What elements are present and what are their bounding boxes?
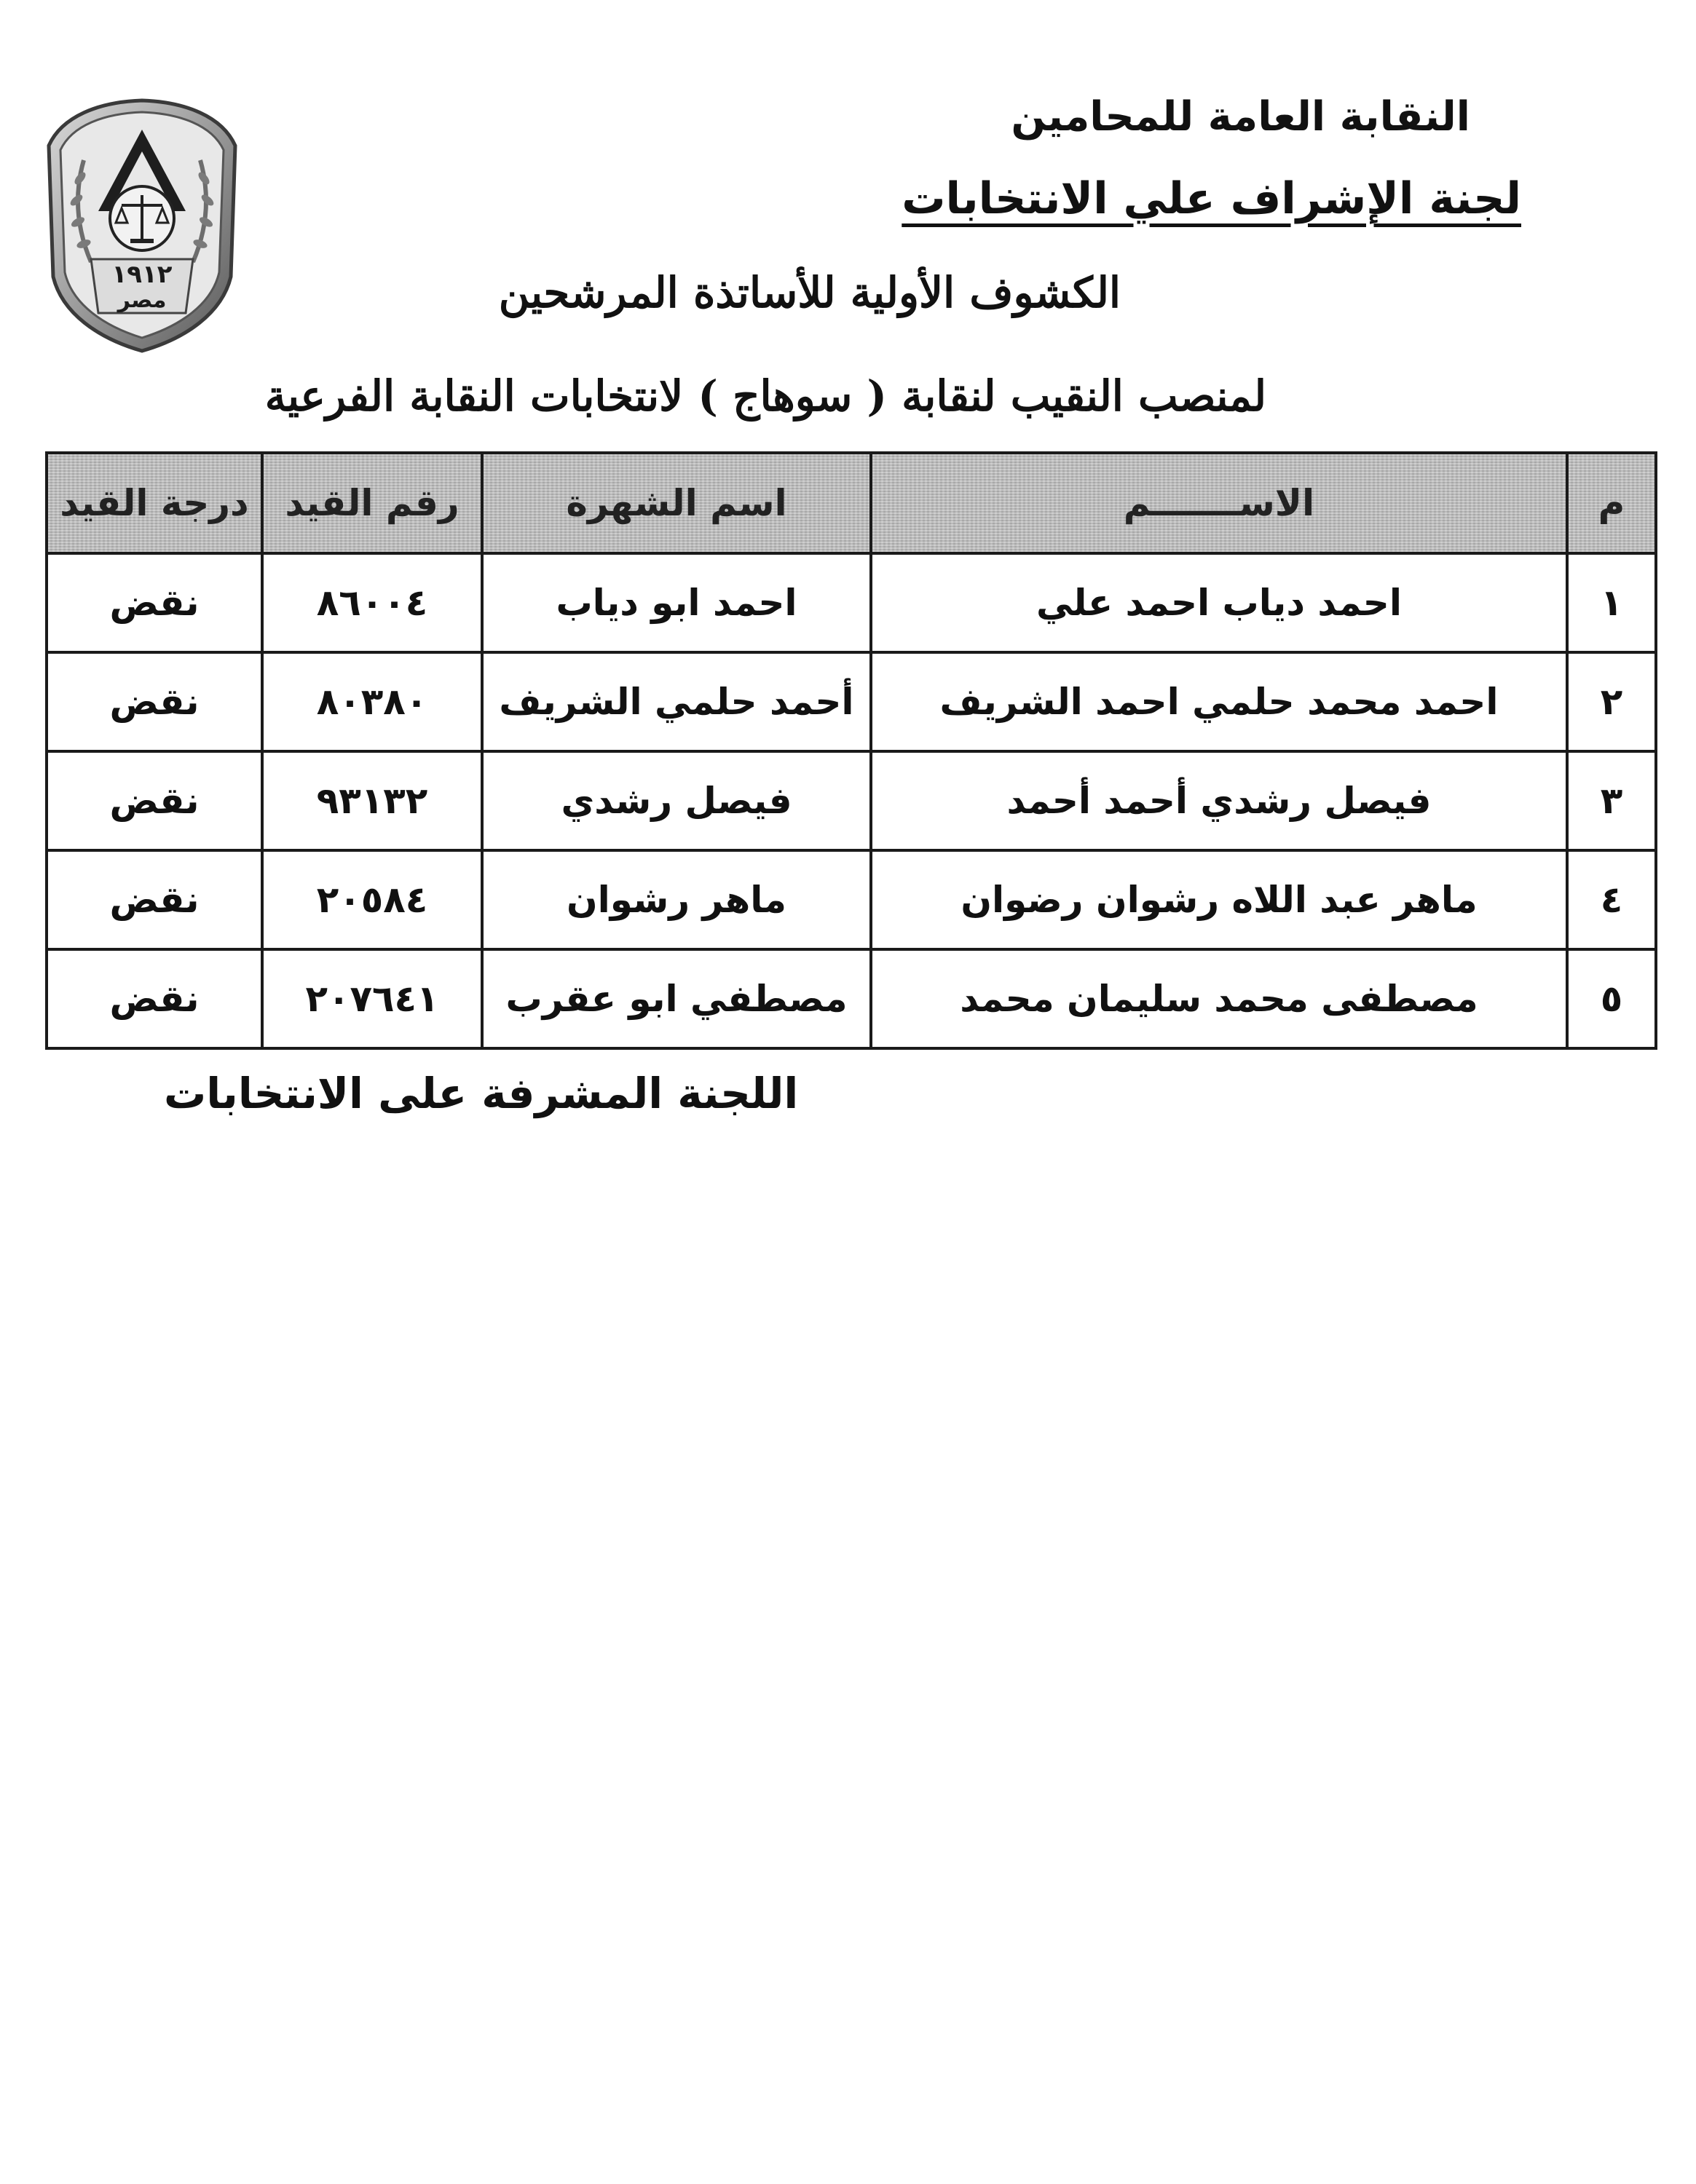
organization-title: النقابة العامة للمحامين bbox=[1011, 93, 1470, 141]
registration-degree: نقض bbox=[47, 949, 262, 1048]
row-number: ١ bbox=[1567, 553, 1656, 652]
candidate-name: ماهر عبد اللاه رشوان رضوان bbox=[871, 850, 1567, 949]
column-header-known-as: اسم الشهرة bbox=[482, 453, 871, 553]
table-row bbox=[47, 949, 1656, 1048]
registration-degree: نقض bbox=[47, 751, 262, 850]
row-number: ٢ bbox=[1567, 652, 1656, 751]
candidate-name: احمد محمد حلمي احمد الشريف bbox=[871, 652, 1567, 751]
document-subtitle: لمنصب النقيب لنقابة ( سوهاج ) لانتخابات النقابة الفرعية bbox=[264, 371, 1266, 421]
registration-degree: نقض bbox=[47, 652, 262, 751]
emblem-country: مصر bbox=[117, 288, 167, 313]
candidate-known-as: احمد ابو دياب bbox=[482, 553, 871, 652]
candidates-table bbox=[45, 451, 1657, 1050]
registration-number: ٢٠٥٨٤ bbox=[262, 850, 482, 949]
registration-degree: نقض bbox=[47, 850, 262, 949]
column-header-name: الاســـــــم bbox=[871, 453, 1567, 553]
table-row bbox=[47, 652, 1656, 751]
table-row bbox=[47, 850, 1656, 949]
row-number: ٤ bbox=[1567, 850, 1656, 949]
column-header-registration-degree: درجة القيد bbox=[47, 453, 262, 553]
candidate-name: احمد دياب احمد علي bbox=[871, 553, 1567, 652]
candidate-known-as: فيصل رشدي bbox=[482, 751, 871, 850]
row-number: ٥ bbox=[1567, 949, 1656, 1048]
registration-number: ٨٠٣٨٠ bbox=[262, 652, 482, 751]
column-header-number: م bbox=[1567, 453, 1656, 553]
bar-association-emblem-icon bbox=[40, 95, 244, 357]
registration-number: ٩٣١٣٢ bbox=[262, 751, 482, 850]
registration-degree: نقض bbox=[47, 553, 262, 652]
candidate-name: فيصل رشدي أحمد أحمد bbox=[871, 751, 1567, 850]
candidate-known-as: ماهر رشوان bbox=[482, 850, 871, 949]
candidate-known-as: مصطفي ابو عقرب bbox=[482, 949, 871, 1048]
table-row bbox=[47, 751, 1656, 850]
table-header-row bbox=[47, 453, 1656, 553]
document-title: الكشوف الأولية للأساتذة المرشحين bbox=[498, 268, 1121, 317]
candidate-known-as: أحمد حلمي الشريف bbox=[482, 652, 871, 751]
candidate-name: مصطفى محمد سليمان محمد bbox=[871, 949, 1567, 1048]
column-header-registration-number: رقم القيد bbox=[262, 453, 482, 553]
committee-signature: اللجنة المشرفة على الانتخابات bbox=[164, 1069, 799, 1118]
registration-number: ٢٠٧٦٤١ bbox=[262, 949, 482, 1048]
emblem-year: ١٩١٢ bbox=[111, 260, 173, 289]
committee-title: لجنة الإشراف علي الانتخابات bbox=[902, 173, 1521, 224]
table-row bbox=[47, 553, 1656, 652]
row-number: ٣ bbox=[1567, 751, 1656, 850]
registration-number: ٨٦٠٠٤ bbox=[262, 553, 482, 652]
